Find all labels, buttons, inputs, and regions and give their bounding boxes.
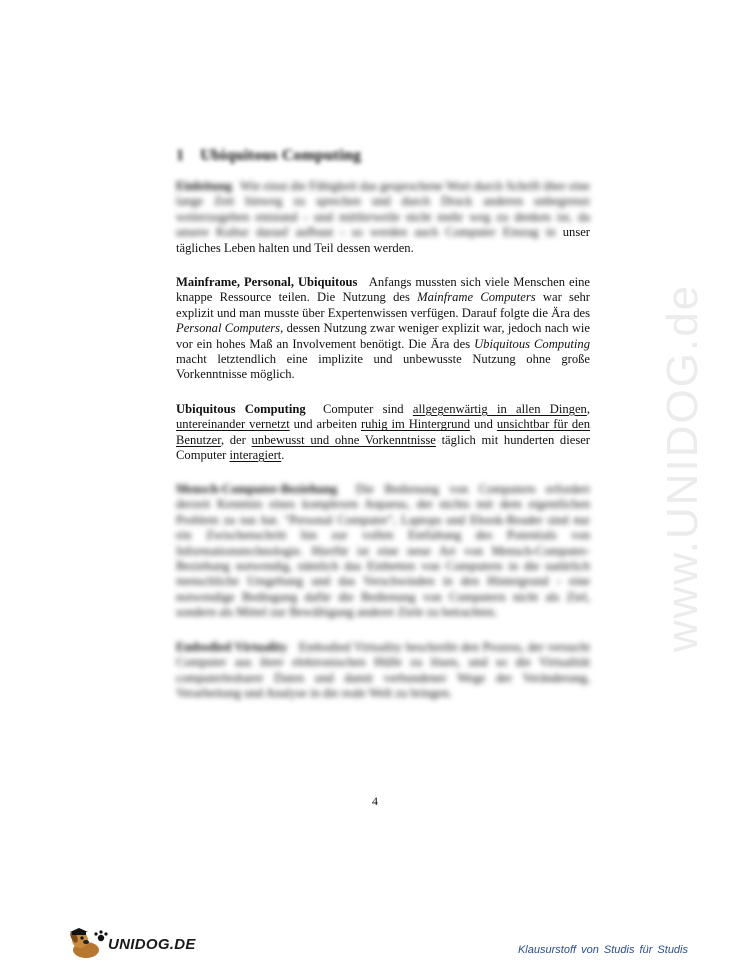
logo-text: UNIDOG.DE (108, 936, 196, 953)
document-page: www.UNIDOG.de 1 Ubiquitous Computing Einleitung Wie einst die Fähigkeit das gesprochene Wort durch Schrift über eine lange Zeit hinweg zu sprechen und durch Druck anderen unbegrenzt weiterzugeben entstand - und mittlerweile nicht mehr weg zu denken ist, da unsere Kultur darauf aufbaut - so werden auch Computer Einzug in unser tägliches Leben halten und Teil dessen werden. Mainframe, Personal, Ubiquitous Anfangs mussten sich viele Menschen eine knappe Ressource teilen. Die Nutzung des Mainframe Computers war sehr explizit und man musste über Expertenwissen verfügen. Darauf folgte die Ära des Personal Computers, dessen Nutzung zwar weniger explizit war, jedoch nach wie vor ein hohes Maß an Involvement benötigt. Die Ära des Ubiquitous Computing macht letztendlich eine implizite und unbewusste Nutzung ohne große Vorkenntnisse möglich. Ubiquitous Computing Computer sind allgegenwärtig in allen Dingen, untereinander vernetzt und arbeiten ruhig im Hintergrund und unsichtbar für den Benutzer, der unbewusst und ohne Vorkenntnisse täglich mit hunderten dieser Computer interagiert. Mensch-Computer-Beziehung Die Bedienung von Computern erfordert derzeit Kenntnis eines komplexen Anparus, der nichts mit dem eigentlichen Problem zu tun hat. "Personal Computer", Laptops und Ebook-Reader sind nur ein Zwischenschritt hin zur vollen Entfaltung des Potentials von Informationstechnologie. Hierfür ist eine neue Art von Mensch-Computer-Beziehung notwendig, nämlich das Einbetten von Computern in die natürlich menschliche Umgebung und das Verschwinden in den Hintergrund - eine notwendige Bedingung dafür die Bedienung von Computern nicht als Ziel, sondern als Mittel zur Bewältigung anderer Ziele zu betrachten. Embodied Virtuality Embodied Virtuality beschreibt den Prozess, der versucht Computer aus ihrer elektronischen Hülle zu lösen, und so die Virtualität computerlesbarer Daten und damit verbundener Wege der Veränderung, Verarbeitung und Analyse in die reale Welt zu bringen. 4 UNIDOG.DE Klausurstoff von Studis für Studis (0, 0, 750, 971)
dog-mascot-icon (66, 928, 108, 960)
intro-blurred-block (176, 179, 590, 239)
paragraph-text: täglich mit hunderten dieser Computer (176, 432, 591, 463)
paragraph-lead: Embodied Virtuality (176, 640, 288, 654)
paragraph-text: war sehr explizit und man musste über Expertenwissen verfügen. Darauf folgte die Ära des (176, 290, 591, 320)
paragraph-hci (176, 482, 590, 621)
paragraph-intro (176, 179, 590, 256)
paragraph-text: und (473, 417, 493, 432)
paragraph-text: Embodied Virtuality beschreibt den Prozess, der versucht Computer aus ihrer elektronischen Hülle zu lösen, und so die Virtualität computerlesbarer Daten und damit verbundener Wege der Veränderung, Verarbeitung und Analyse in die reale Welt zu bringen. (176, 640, 590, 701)
section-number: 1 (176, 147, 185, 164)
paragraph-ubicomp (176, 402, 590, 464)
paragraph-lead: Ubiquitous Computing (176, 402, 306, 416)
underlined-term: allgegenwärtig in allen Dingen (412, 402, 587, 416)
underlined-term: ruhig im Hintergrund (360, 417, 471, 432)
paragraph-mainframe (176, 275, 590, 383)
underlined-term: unsichtbar für den Benutzer (176, 417, 590, 447)
emphasis-term: Ubiquitous Computing (474, 336, 590, 351)
paragraph-lead: Mensch-Computer-Beziehung (176, 482, 338, 496)
section-heading (176, 147, 361, 165)
paragraph-virtuality (176, 640, 590, 702)
paragraph-text: macht letztendlich eine implizite und unbewusste Nutzung ohne große Vorkenntnisse möglich. (176, 352, 590, 382)
footer-tagline: Klausurstoff von Studis für Studis (517, 944, 688, 956)
paragraph-lead: Mainframe, Personal, Ubiquitous (176, 275, 358, 289)
paragraph-text: . (281, 448, 285, 463)
paragraph-text: und arbeiten (293, 417, 358, 432)
intro-blurred-text: Wie einst die Fähigkeit das gesprochene Wort durch Schrift über eine lange Zeit hinweg zu sprechen und durch Druck anderen unbegrenzt weiterzugeben entstand - und mittlerweile nicht mehr weg zu denken ist, da unsere Kultur darauf aufbaut - so werden auch Computer Einzug in (176, 179, 590, 240)
unidog-logo[interactable] (66, 928, 196, 960)
section-title: Ubiquitous Computing (200, 147, 362, 164)
emphasis-term: Mainframe Computers (417, 290, 536, 305)
paragraph-lead: Einleitung (176, 179, 232, 193)
underlined-term: interagiert (229, 448, 282, 463)
underlined-term: untereinander vernetzt (176, 417, 290, 432)
page-number: 4 (372, 794, 378, 808)
paragraph-text: Die Bedienung von Computern erfordert derzeit Kenntnis eines komplexen Anparus, der nichts mit dem eigentlichen Problem zu tun hat. "Personal Computer", Laptops und Ebook-Reader sind nur ein Zwischenschritt hin zur vollen Entfaltung des Potentials von Informationstechnologie. Hierfür ist eine neue Art von Mensch-Computer-Beziehung notwendig, nämlich das Einbetten von Computern in die natürlich menschliche Umgebung und das Verschwinden in den Hintergrund - eine notwendige Bedingung dafür die Bedienung von Computern nicht als Ziel, sondern als Mittel zur Bewältigung anderer Ziele zu betrachten. (176, 482, 590, 620)
intro-clear-text: unser tägliches Leben halten und Teil dessen werden. (176, 225, 590, 255)
paragraph-text: , dessen Nutzung zwar weniger explizit war, jedoch nach wie vor ein hohes Maß an Involvement benötigt. Die Ära des (176, 321, 591, 351)
paragraph-text: Computer sind (322, 402, 404, 416)
paragraph-text: , der (220, 432, 246, 447)
underlined-term: unbewusst und ohne Vorkenntnisse (251, 432, 436, 447)
paragraph-text: Anfangs mussten sich viele Menschen eine knappe Ressource teilen. Die Nutzung des (176, 275, 591, 305)
emphasis-term: Personal Computers (176, 321, 281, 336)
paragraph-text: , (586, 402, 590, 416)
